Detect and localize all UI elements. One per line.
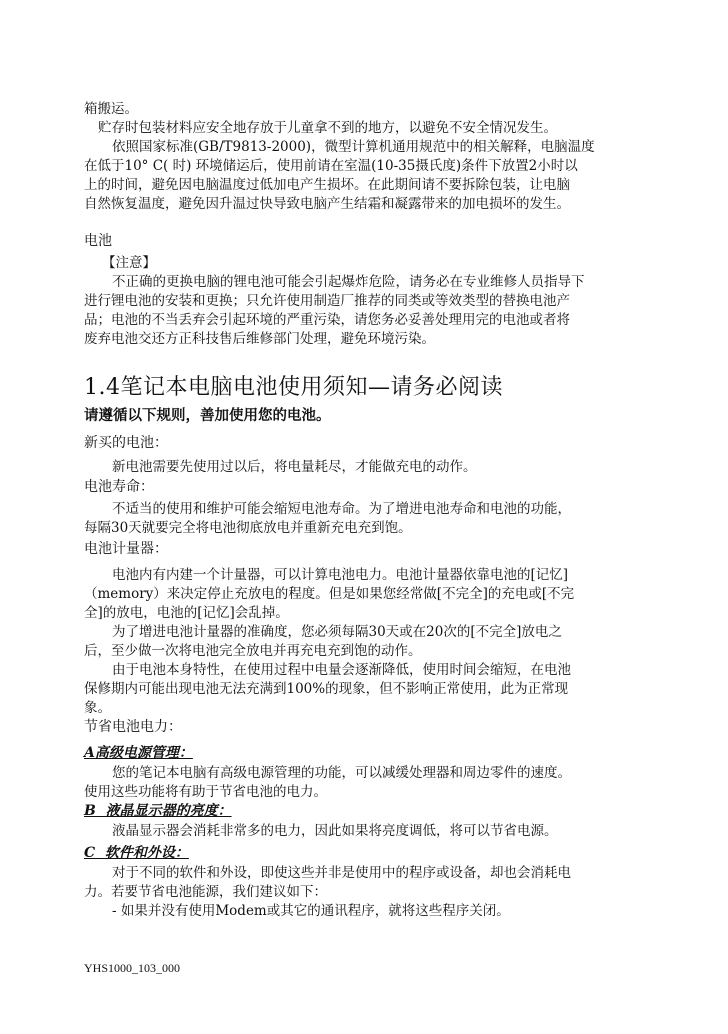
new-battery-heading: 新买的电池： xyxy=(84,435,168,451)
software-line-1: 力。若要节省电池能源，我们建议如下： xyxy=(84,884,327,900)
battery-line-3: 废弃电池交还方正科技售后维修部门处理，避免环境污染。 xyxy=(84,331,435,347)
intro-block xyxy=(84,100,644,214)
battery-heading: 电池 xyxy=(84,233,112,249)
lcd-brightness-heading: B 液晶显示器的亮度： xyxy=(84,803,232,819)
battery-notice-label: 【注意】 xyxy=(102,255,156,271)
new-battery-block xyxy=(84,458,644,477)
battery-meter-line-7: 象。 xyxy=(84,700,111,716)
battery-life-line-0: 不适当的使用和维护可能会缩短电池寿命。为了增进电池寿命和电池的功能， xyxy=(112,501,571,517)
intro-line-0: 箱搬运。 xyxy=(84,101,138,117)
new-battery-text: 新电池需要先使用过以后，将电量耗尽，才能做充电的动作。 xyxy=(112,459,477,475)
battery-meter-line-6: 保修期内可能出现电池无法充满到100%的现象，但不影响正常使用，此为正常现 xyxy=(84,681,569,697)
save-power-heading: 节省电池电力： xyxy=(84,719,182,735)
intro-line-4: 上的时间，避免因电脑温度过低加电产生损坏。在此期间请不要拆除包装，让电脑 xyxy=(84,177,570,193)
power-mgmt-line-1: 使用这些功能将有助于节省电池的电力。 xyxy=(84,784,327,800)
battery-life-heading: 电池寿命： xyxy=(84,479,154,495)
power-mgmt-heading: A高级电源管理： xyxy=(84,745,193,761)
battery-meter-line-1: （memory）来决定停止充放电的程度。但是如果您经常做[不完全]的充电或[不完 xyxy=(84,586,575,602)
software-peripherals-heading: C 软件和外设： xyxy=(84,845,189,861)
battery-notice-block xyxy=(84,254,644,349)
battery-line-1: 进行锂电池的安装和更换；只允许使用制造厂推荐的同类或等效类型的替换电池产 xyxy=(84,293,570,309)
section-title: 1.4笔记本电脑电池使用须知—请务必阅读 xyxy=(84,375,503,400)
intro-line-5: 自然恢复温度，避免因升温过快导致电脑产生结霜和凝露带来的加电损坏的发生。 xyxy=(84,196,570,212)
intro-line-2: 依照国家标准(GB/T9813-2000)，微型计算机通用规范中的相关解释，电脑温度 xyxy=(112,139,595,155)
power-mgmt-block xyxy=(84,764,644,802)
intro-line-3: 在低于10° C( 时) 环境储运后，使用前请在室温(10-35摄氏度)条件下放置2小时以 xyxy=(84,158,578,174)
intro-bold-text: 请遵循以下规则，善加使用您的电池。 xyxy=(84,407,331,424)
software-line-2: - 如果并没有使用Modem或其它的通讯程序，就将这些程序关闭。 xyxy=(112,903,510,919)
battery-life-block xyxy=(84,500,644,538)
battery-meter-line-3: 为了增进电池计量器的准确度，您必须每隔30天或在20次的[不完全]放电之 xyxy=(112,624,562,640)
software-peripherals-block xyxy=(84,864,644,921)
software-line-0: 对于不同的软件和外设，即使这些并非是使用中的程序或设备，却也会消耗电 xyxy=(112,865,571,881)
battery-meter-line-2: 全]的放电，电池的[记忆]会乱掉。 xyxy=(84,605,289,621)
battery-meter-line-0: 电池内有内建一个计量器，可以计算电池电力。电池计量器依靠电池的[记忆] xyxy=(112,567,569,583)
page-footer: YHS1000_103_000 xyxy=(84,961,181,975)
power-mgmt-line-0: 您的笔记本电脑有高级电源管理的功能，可以减缓处理器和周边零件的速度。 xyxy=(112,765,571,781)
battery-line-0: 不正确的更换电脑的锂电池可能会引起爆炸危险，请务必在专业维修人员指导下 xyxy=(112,274,585,290)
lcd-brightness-text: 液晶显示器会消耗非常多的电力，因此如果将亮度调低，将可以节省电源。 xyxy=(112,823,558,839)
battery-meter-line-4: 后，至少做一次将电池完全放电并再充电充到饱的动作。 xyxy=(84,643,422,659)
lcd-brightness-block xyxy=(84,822,644,841)
battery-meter-heading: 电池计量器： xyxy=(84,541,168,557)
intro-line-1: 贮存时包装材料应安全地存放于儿童拿不到的地方，以避免不安全情况发生。 xyxy=(98,120,557,136)
battery-meter-block xyxy=(84,566,644,718)
battery-line-2: 品；电池的不当丢弃会引起环境的严重污染，请您务必妥善处理用完的电池或者将 xyxy=(84,312,570,328)
battery-life-line-1: 每隔30天就要完全将电池彻底放电并重新充电充到饱。 xyxy=(84,520,412,536)
battery-meter-line-5: 由于电池本身特性，在使用过程中电量会逐渐降低，使用时间会缩短，在电池 xyxy=(112,662,571,678)
